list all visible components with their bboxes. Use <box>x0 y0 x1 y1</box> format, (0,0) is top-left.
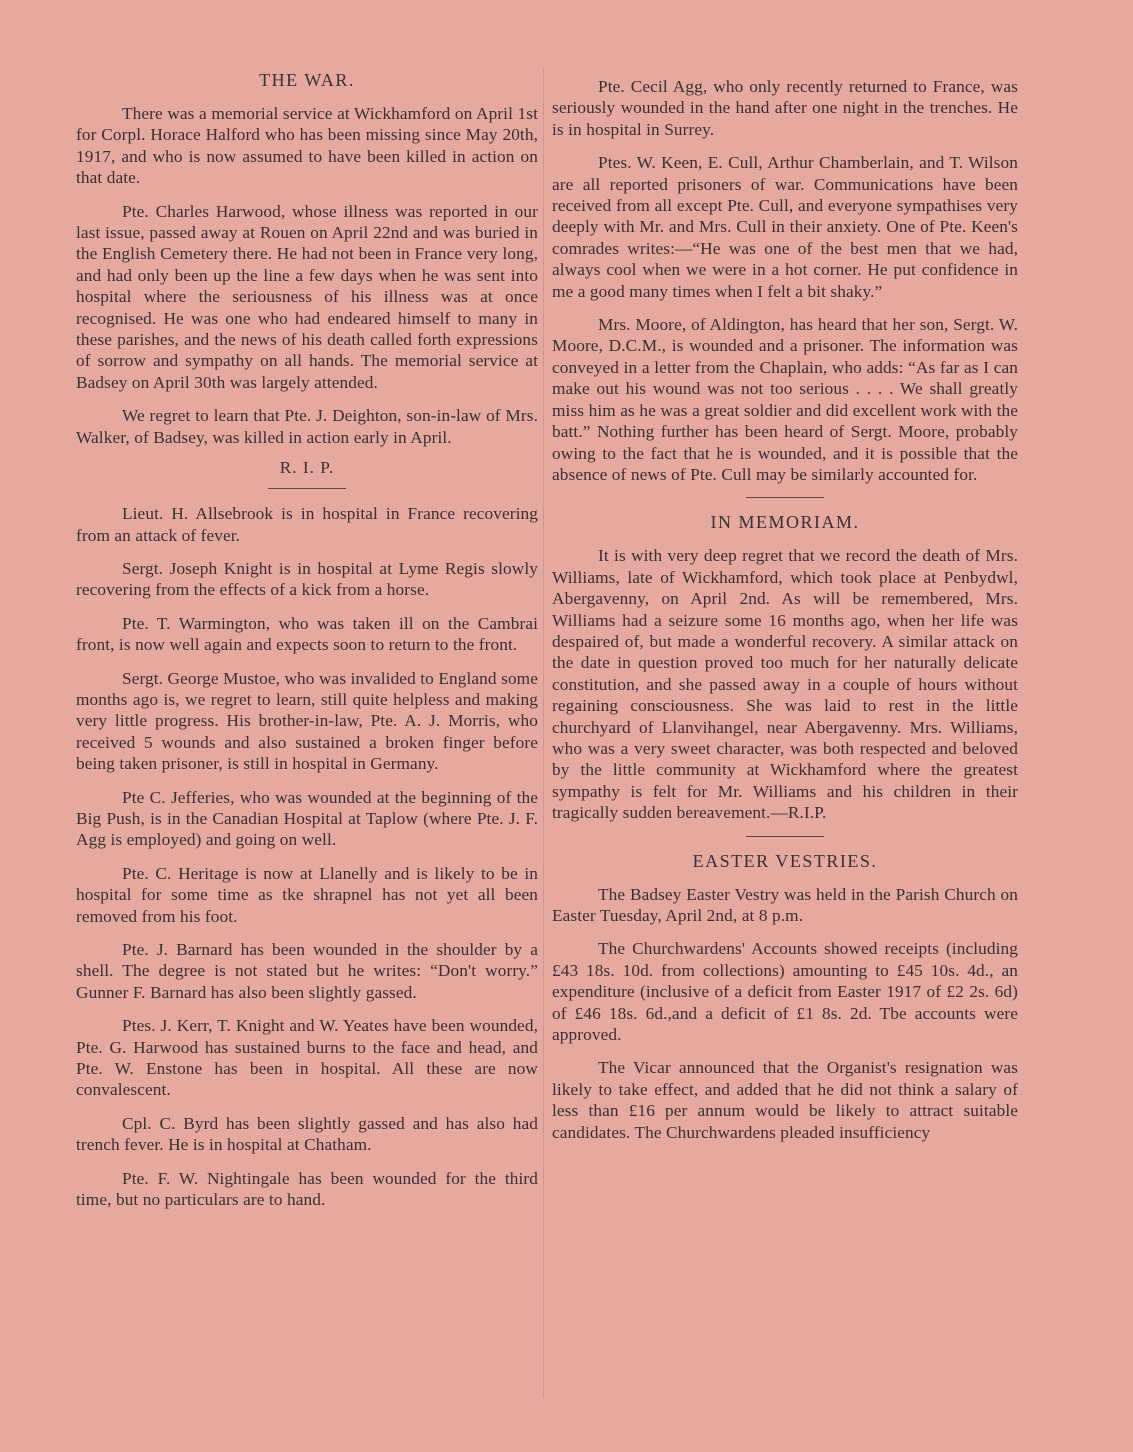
paragraph-prisoners: Ptes. W. Keen, E. Cull, Arthur Chamberlain, and T. Wilson are all reported prisoners of war. Communications have been received from all except Pte. Cull, and everyone sympathises very deeply with Mr. and Mrs. Cull in their anxiety. One of Pte. Keen's comrades writes:—“He was one of the best men that we had, always cool when we were in a hot corner. He put confidence in me a good many times when I felt a bit shaky.” <box>552 153 1018 301</box>
paragraph-jefferies: Pte C. Jefferies, who was wounded at the beginning of the Big Push, is in the Canadian Hospital at Taplow (where Pte. J. F. Agg is employed) and going on well. <box>76 787 538 850</box>
column-divider <box>543 68 544 1398</box>
paragraph-mustoe: Sergt. George Mustoe, who was invalided to England some months ago is, we regret to learn, still quite helpless and making very little progress. His brother-in-law, Pte. A. J. Morris, who received 5 wounds and also sustained a broken finger before being taken prisoner, is still in hospital in Germany. <box>76 668 538 774</box>
paragraph-halford: There was a memorial service at Wickhamford on April 1st for Corpl. Horace Halford who has been missing since May 20th, 1917, and who is now assumed to have been killed in action on that date. <box>76 104 538 188</box>
paragraph-knight: Sergt. Joseph Knight is in hospital at Lyme Regis slowly recovering from the effects of a kick from a horse. <box>76 558 538 600</box>
paragraph-moore: Mrs. Moore, of Aldington, has heard that her son, Sergt. W. Moore, D.C.M., is wounded and a prisoner. The information was conveyed in a letter from the Chaplain, who adds: “As far as I can make out his wound was not too serious . . . . We shall greatly miss him as he was a great soldier and did excellent work with the batt.” Nothing further has been heard of Sergt. Moore, probably owing to the fact that he is wounded, and it is possible that the absence of news of Pte. Cull may be similarly accounted for. <box>552 315 1018 484</box>
paragraph-nightingale: Pte. F. W. Nightingale has been wounded for the third time, but no particulars are to hand. <box>76 1168 538 1210</box>
heading-the-war: THE WAR. <box>259 70 355 90</box>
heading-easter-vestries: EASTER VESTRIES. <box>692 850 878 871</box>
rip-line: R. I. P. <box>279 458 335 478</box>
paragraph-harwood: Pte. Charles Harwood, whose illness was reported in our last issue, passed away at Rouen on April 22nd and was buried in the English Cemetery there. He had not been in France very long, and had only been up the line a few days when he was sent into hospital where the seriousness of his illness was at once recognised. He was one who had endeared himself to many in these parishes, and the news of his death called forth expressions of sorrow and sympathy on all hands. The memorial service at Badsey on April 30th was largely attended. <box>76 201 538 392</box>
paragraph-accounts: The Churchwardens' Accounts showed receipts (including £43 18s. 10d. from collections) amounting to £45 10s. 4d., an expenditure (inclusive of a deficit from Easter 1917 of £2 2s. 6d) of £46 18s. 6d.,and a deficit of £1 8s. 2d. Tbe accounts were approved. <box>552 939 1018 1045</box>
paragraph-agg: Pte. Cecil Agg, who only recently returned to France, was seriously wounded in the hand after one night in the trenches. He is in hospital in Surrey. <box>552 77 1018 139</box>
paragraph-deighton: We regret to learn that Pte. J. Deighton, son-in-law of Mrs. Walker, of Badsey, was killed in action early in April. <box>76 406 538 447</box>
section-rule <box>268 488 346 489</box>
right-column <box>552 64 1018 1155</box>
section-rule <box>746 497 824 498</box>
paragraph-vestry: The Badsey Easter Vestry was held in the Parish Church on Easter Tuesday, April 2nd, at 8 p.m. <box>552 884 1018 925</box>
paragraph-warmington: Pte. T. Warmington, who was taken ill on the Cambrai front, is now well again and expects soon to return to the front. <box>76 613 538 655</box>
paragraph-williams: It is with very deep regret that we record the death of Mrs. Williams, late of Wickhamford, which took place at Penbydwl, Abergavenny, on April 2nd. As will be remembered, Mrs. Williams had a seizure some 16 months ago, when her life was despaired of, but made a wonderful recovery. A similar attack on the date in question proved too much for her naturally delicate constitution, and she passed away in a couple of hours without regaining consciousness. She was laid to rest in the little churchyard of Llanvihangel, near Abergavenny. Mrs. Williams, who was a very sweet character, was both respected and beloved by the little community at Wickhamford where the greatest sympathy is felt for Mr. Williams and his children in their tragically sudden bereavement.—R.I.P. <box>552 546 1018 823</box>
paragraph-allsebrook: Lieut. H. Allsebrook is in hospital in France recovering from an attack of fever. <box>76 504 538 545</box>
left-column <box>76 64 538 1222</box>
paragraph-byrd: Cpl. C. Byrd has been slightly gassed and has also had trench fever. He is in hospital at Chatham. <box>76 1113 538 1155</box>
heading-in-memoriam: IN MEMORIAM. <box>710 512 860 533</box>
section-rule <box>746 836 824 837</box>
paragraph-organist: The Vicar announced that the Organist's resignation was likely to take effect, and added that he did not think a salary of less than £16 per annum would be likely to attract suitable candidates. The Churchwardens pleaded insufficiency <box>552 1058 1018 1142</box>
paragraph-heritage: Pte. C. Heritage is now at Llanelly and is likely to be in hospital for some time as tke shrapnel has not yet all been removed from his foot. <box>76 863 538 926</box>
paragraph-kerr: Ptes. J. Kerr, T. Knight and W. Yeates have been wounded, Pte. G. Harwood has sustained burns to the face and head, and Pte. W. Enstone has been in hospital. All these are now convalescent. <box>76 1016 538 1100</box>
paragraph-barnard: Pte. J. Barnard has been wounded in the shoulder by a shell. The degree is not stated but he writes: “Don't worry.” Gunner F. Barnard has also been slightly gassed. <box>76 940 538 1002</box>
